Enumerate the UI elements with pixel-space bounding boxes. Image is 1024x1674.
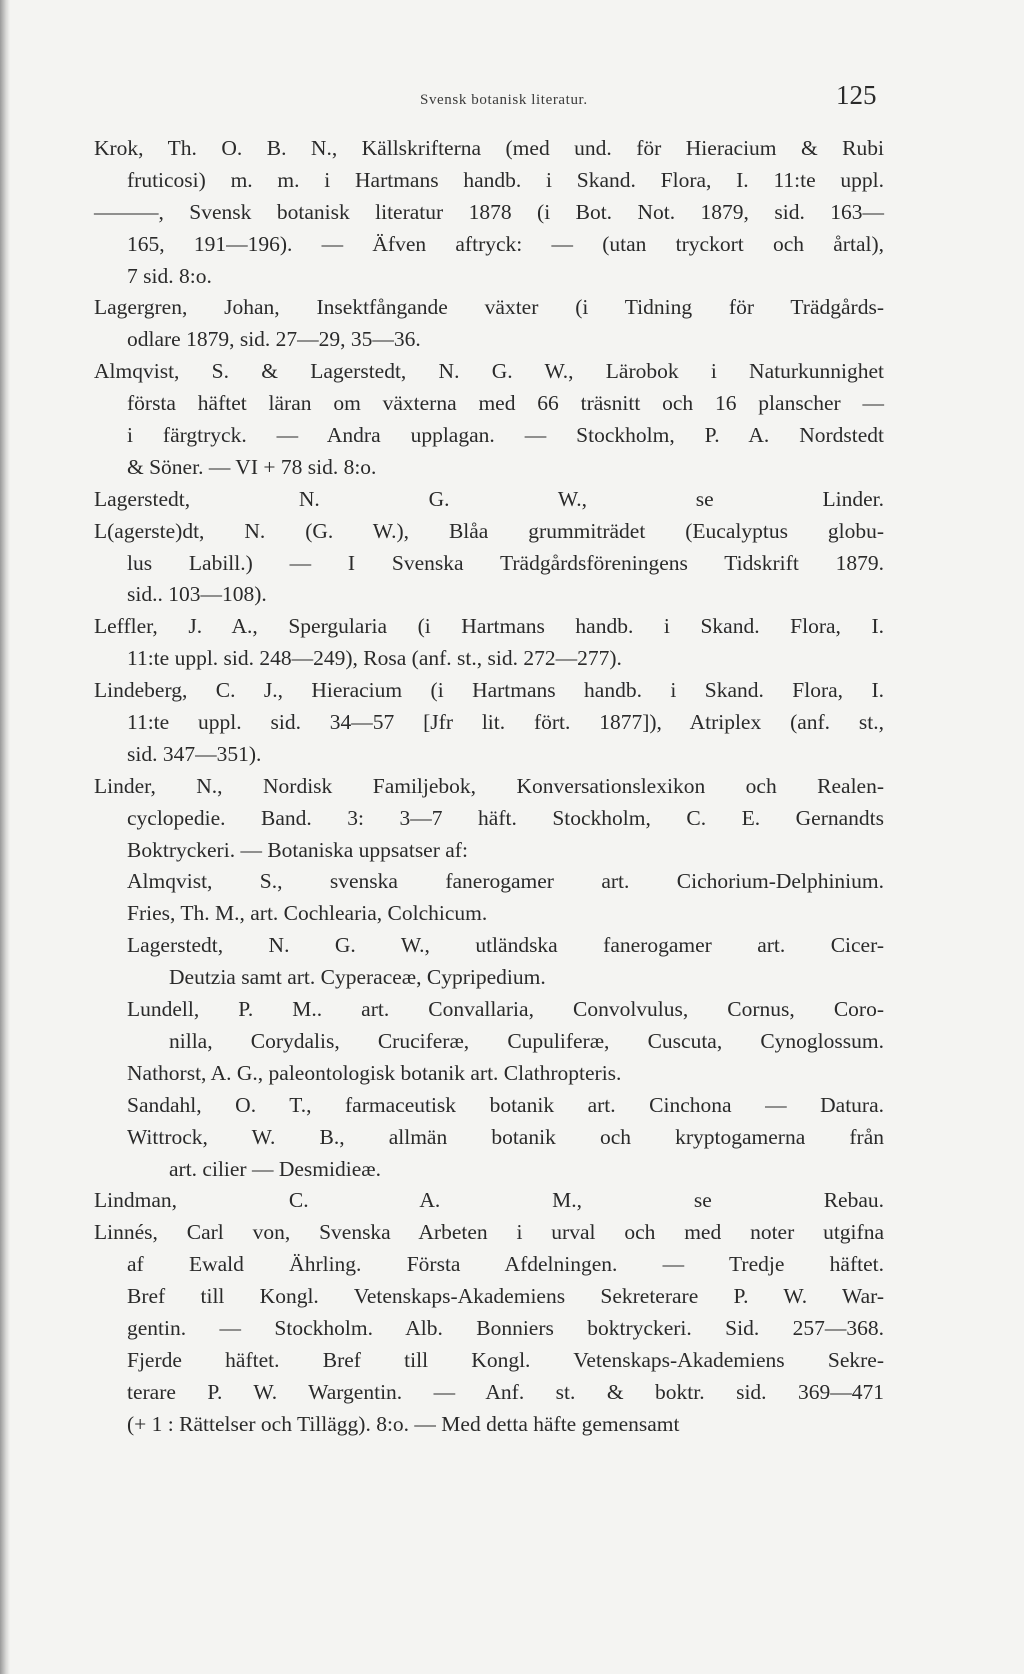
- text-line: Almqvist, S. & Lagerstedt, N. G. W., Lärobok i Naturkunnighet: [94, 359, 884, 384]
- text-line: Wittrock, W. B., allmän botanik och kryptogamerna från: [127, 1124, 884, 1149]
- text-line: 11:te uppl. sid. 248—249), Rosa (anf. st., sid. 272—277).: [127, 646, 622, 671]
- text-line: Lindman, C. A. M., se Rebau.: [94, 1188, 884, 1213]
- text-line: art. cilier — Desmidieæ.: [169, 1156, 381, 1181]
- text-line: af Ewald Ährling. Första Afdelningen. — Tredje häftet.: [127, 1252, 884, 1277]
- text-line: fruticosi) m. m. i Hartmans handb. i Skand. Flora, I. 11:te uppl.: [127, 167, 884, 192]
- text-line: Linnés, Carl von, Svenska Arbeten i urval och med noter utgifna: [94, 1220, 884, 1245]
- text-line: L(agerste)dt, N. (G. W.), Blåa grummiträdet (Eucalyptus globu-: [94, 518, 884, 543]
- text-line: Deutzia samt art. Cyperaceæ, Cypripedium.: [169, 965, 546, 990]
- text-line: i färgtryck. — Andra upplagan. — Stockholm, P. A. Nordstedt: [127, 423, 884, 448]
- text-line: 165, 191—196). — Äfven aftryck: — (utan tryckort och årtal),: [127, 231, 884, 256]
- text-line: & Söner. — VI + 78 sid. 8:o.: [127, 454, 377, 479]
- text-line: Leffler, J. A., Spergularia (i Hartmans handb. i Skand. Flora, I.: [94, 614, 884, 639]
- running-title: Svensk botanisk literatur.: [420, 92, 588, 108]
- text-line: Lagergren, Johan, Insektfångande växter (i Tidning för Trädgårds-: [94, 295, 884, 320]
- text-line: Nathorst, A. G., paleontologisk botanik art. Clathropteris.: [127, 1060, 622, 1085]
- bibliography-text: [94, 133, 884, 1441]
- text-line: terare P. W. Wargentin. — Anf. st. & boktr. sid. 369—471: [127, 1379, 884, 1404]
- text-line: gentin. — Stockholm. Alb. Bonniers boktryckeri. Sid. 257—368.: [127, 1315, 884, 1340]
- text-line: sid. 347—351).: [127, 741, 262, 766]
- text-line: cyclopedie. Band. 3: 3—7 häft. Stockholm, C. E. Gernandts: [127, 805, 884, 830]
- text-line: lus Labill.) — I Svenska Trädgårdsföreningens Tidskrift 1879.: [127, 550, 884, 575]
- text-line: första häftet läran om växterna med 66 träsnitt och 16 planscher —: [127, 391, 884, 416]
- text-line: ———, Svensk botanisk literatur 1878 (i Bot. Not. 1879, sid. 163—: [94, 199, 884, 224]
- text-line: Lindeberg, C. J., Hieracium (i Hartmans handb. i Skand. Flora, I.: [94, 678, 884, 703]
- text-line: Lagerstedt, N. G. W., se Linder.: [94, 486, 884, 511]
- text-line: Lundell, P. M.. art. Convallaria, Convolvulus, Cornus, Coro-: [127, 997, 884, 1022]
- text-line: nilla, Corydalis, Cruciferæ, Cupuliferæ, Cuscuta, Cynoglossum.: [169, 1028, 884, 1053]
- text-line: Boktryckeri. — Botaniska uppsatser af:: [127, 837, 468, 862]
- text-line: Sandahl, O. T., farmaceutisk botanik art. Cinchona — Datura.: [127, 1092, 884, 1117]
- text-line: Almqvist, S., svenska fanerogamer art. Cichorium-Delphinium.: [127, 869, 884, 894]
- text-line: Linder, N., Nordisk Familjebok, Konversationslexikon och Realen-: [94, 773, 884, 798]
- text-line: Bref till Kongl. Vetenskaps-Akademiens Sekreterare P. W. War-: [127, 1284, 884, 1309]
- text-line: Fjerde häftet. Bref till Kongl. Vetenskaps-Akademiens Sekre-: [127, 1347, 884, 1372]
- text-line: sid.. 103—108).: [127, 582, 267, 607]
- text-line: 11:te uppl. sid. 34—57 [Jfr lit. fört. 1877]), Atriplex (anf. st.,: [127, 710, 884, 735]
- text-line: Lagerstedt, N. G. W., utländska fanerogamer art. Cicer-: [127, 933, 884, 958]
- text-line: odlare 1879, sid. 27—29, 35—36.: [127, 327, 421, 352]
- text-line: 7 sid. 8:o.: [127, 263, 212, 288]
- text-line: Krok, Th. O. B. N., Källskrifterna (med und. för Hieracium & Rubi: [94, 136, 884, 160]
- page-number: 125: [836, 80, 877, 110]
- text-line: (+ 1 : Rättelser och Tillägg). 8:o. — Med detta häfte gemensamt: [127, 1411, 680, 1436]
- text-line: Fries, Th. M., art. Cochlearia, Colchicum.: [127, 901, 488, 926]
